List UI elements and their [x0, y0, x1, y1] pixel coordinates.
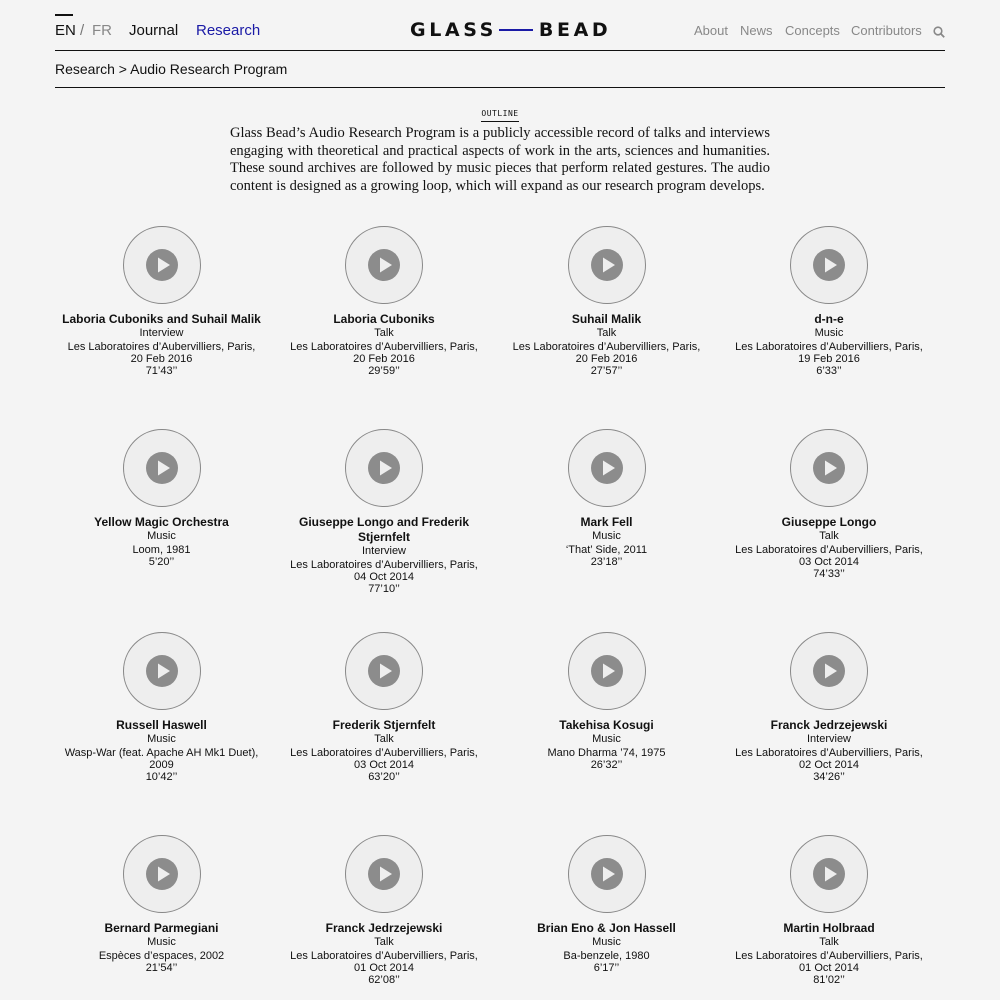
audio-item [273, 429, 496, 596]
audio-duration: 23’18’’ [590, 556, 623, 568]
audio-title[interactable]: Mark Fell [580, 515, 633, 529]
play-icon [591, 858, 623, 890]
play-icon [368, 249, 400, 281]
audio-duration: 10’42’’ [145, 771, 178, 783]
audio-venue: Les Laboratoires d’Aubervilliers, Paris, 19 Feb 2016 [735, 341, 923, 365]
logo-text-right: BEAD [538, 19, 612, 41]
nav-news-link[interactable]: News [740, 23, 773, 38]
audio-duration: 6’33’’ [816, 365, 842, 377]
audio-item [50, 835, 273, 975]
audio-duration: 71’43’’ [145, 365, 178, 377]
audio-type: Music [592, 530, 621, 542]
language-en-link[interactable]: EN [55, 22, 76, 39]
audio-type: Interview [361, 545, 407, 557]
audio-type: Talk [374, 936, 394, 948]
audio-type: Interview [806, 733, 852, 745]
audio-title[interactable]: d-n-e [814, 312, 844, 326]
audio-title[interactable]: Giuseppe Longo and Frederik Stjernfelt [298, 515, 470, 544]
search-icon[interactable] [933, 25, 945, 37]
audio-item [718, 835, 941, 987]
audio-item [495, 835, 718, 975]
audio-duration: 6’17’’ [593, 962, 620, 974]
audio-duration: 21’54’’ [145, 962, 178, 974]
audio-duration: 77’10’’ [368, 583, 400, 595]
nav-contributors-link[interactable]: Contributors [851, 23, 922, 38]
audio-venue: Les Laboratoires d’Aubervilliers, Paris, 01 Oct 2014 [290, 950, 478, 974]
play-button[interactable] [568, 632, 646, 710]
audio-type: Talk [596, 327, 617, 339]
play-icon [813, 858, 845, 890]
outline-label [0, 103, 1000, 121]
outline-label-text: OUTLINE [481, 109, 518, 122]
play-button[interactable] [568, 835, 646, 913]
audio-type: Music [592, 936, 621, 948]
audio-duration: 29’59’’ [368, 365, 400, 377]
play-button[interactable] [345, 835, 423, 913]
play-icon [368, 452, 400, 484]
play-button[interactable] [123, 429, 201, 507]
audio-item [495, 429, 718, 569]
nav-research-link[interactable]: Research [196, 22, 261, 39]
audio-venue: ‘That’ Side, 2011 [565, 544, 648, 556]
audio-venue: Les Laboratoires d’Aubervilliers, Paris, 20 Feb 2016 [290, 341, 478, 365]
audio-venue: Espèces d’espaces, 2002 [98, 950, 225, 962]
site-logo[interactable] [410, 19, 611, 41]
audio-duration: 62’08’’ [368, 974, 400, 986]
audio-type: Interview [139, 327, 184, 339]
play-button[interactable] [345, 632, 423, 710]
play-button[interactable] [790, 835, 868, 913]
audio-item [718, 226, 941, 378]
audio-item [718, 429, 941, 581]
audio-title[interactable]: Franck Jedrzejewski [325, 921, 443, 935]
audio-title[interactable]: Franck Jedrzejewski [770, 718, 888, 732]
audio-title[interactable]: Giuseppe Longo [781, 515, 877, 529]
play-icon [368, 858, 400, 890]
play-icon [368, 655, 400, 687]
logo-divider [499, 29, 533, 31]
audio-duration: 63’20’’ [368, 771, 400, 783]
audio-title[interactable]: Laboria Cuboniks and Suhail Malik [62, 312, 261, 326]
audio-venue: Les Laboratoires d’Aubervilliers, Paris, 04 Oct 2014 [290, 559, 478, 583]
play-icon [146, 655, 178, 687]
audio-title[interactable]: Bernard Parmegiani [104, 921, 219, 935]
play-button[interactable] [790, 429, 868, 507]
logo-text-left: GLASS [410, 19, 497, 41]
audio-venue: Les Laboratoires d’Aubervilliers, Paris, 20 Feb 2016 [67, 341, 256, 365]
audio-title[interactable]: Suhail Malik [571, 312, 642, 326]
audio-type: Music [814, 327, 844, 339]
audio-item [495, 632, 718, 772]
audio-duration: 74’33’’ [813, 568, 845, 580]
audio-item [273, 632, 496, 784]
audio-type: Talk [819, 936, 839, 948]
audio-venue: Wasp-War (feat. Apache AH Mk1 Duet), 2009 [64, 747, 259, 771]
language-fr-link[interactable]: FR [92, 22, 112, 39]
breadcrumb [55, 50, 945, 88]
play-button[interactable] [123, 835, 201, 913]
play-button[interactable] [345, 226, 423, 304]
audio-venue: Les Laboratoires d’Aubervilliers, Paris, 03 Oct 2014 [290, 747, 478, 771]
audio-item [50, 226, 273, 378]
nav-concepts-link[interactable]: Concepts [785, 23, 840, 38]
play-icon [813, 452, 845, 484]
audio-title[interactable]: Frederik Stjernfelt [332, 718, 436, 732]
audio-item [50, 632, 273, 784]
audio-item [50, 429, 273, 569]
audio-type: Talk [374, 327, 394, 339]
play-button[interactable] [123, 632, 201, 710]
audio-duration: 26’32’’ [590, 759, 623, 771]
audio-type: Talk [819, 530, 839, 542]
play-button[interactable] [345, 429, 423, 507]
audio-title[interactable]: Brian Eno & Jon Hassell [537, 921, 676, 935]
audio-title[interactable]: Yellow Magic Orchestra [94, 515, 229, 529]
audio-title[interactable]: Martin Holbraad [783, 921, 875, 935]
play-icon [146, 249, 178, 281]
audio-venue: Les Laboratoires d’Aubervilliers, Paris, 03 Oct 2014 [735, 544, 923, 568]
play-icon [591, 655, 623, 687]
audio-venue: Les Laboratoires d’Aubervilliers, Paris, 01 Oct 2014 [735, 950, 923, 974]
audio-type: Music [147, 530, 176, 542]
play-button[interactable] [568, 429, 646, 507]
audio-venue: Ba-benzele, 1980 [563, 950, 650, 962]
audio-item [495, 226, 718, 378]
audio-duration: 27’57’’ [590, 365, 623, 377]
audio-duration: 5’20’’ [148, 556, 175, 568]
audio-item [718, 632, 941, 784]
audio-duration: 34’26’’ [813, 771, 845, 783]
play-icon [146, 858, 178, 890]
nav-journal-link[interactable]: Journal [129, 22, 179, 39]
language-indicator [55, 14, 73, 16]
play-icon [591, 249, 623, 281]
audio-venue: Les Laboratoires d’Aubervilliers, Paris, 20 Feb 2016 [512, 341, 701, 365]
nav-about-link[interactable]: About [694, 23, 728, 38]
audio-venue: Les Laboratoires d’Aubervilliers, Paris, 02 Oct 2014 [735, 747, 923, 771]
audio-type: Talk [374, 733, 394, 745]
intro-paragraph: Glass Bead’s Audio Research Program is a publicly accessible record of talks and interviews engaging with theoretical and practical aspects of work in the arts, sciences and humanities. These sound archives are followed by music pieces that perform related gestures. The audio content is designed as a growing loop, which will expand as our research program develops. [230, 125, 770, 194]
audio-title[interactable]: Russell Haswell [116, 718, 207, 732]
play-button[interactable] [790, 632, 868, 710]
play-icon [813, 655, 845, 687]
audio-venue: Loom, 1981 [132, 544, 191, 556]
play-icon [813, 249, 845, 281]
play-icon [146, 452, 178, 484]
site-header [55, 0, 945, 51]
play-button[interactable] [790, 226, 868, 304]
audio-item [273, 226, 496, 378]
audio-venue: Mano Dharma ’74, 1975 [547, 747, 666, 759]
play-icon [591, 452, 623, 484]
play-button[interactable] [568, 226, 646, 304]
breadcrumb-text[interactable]: Research > Audio Research Program [55, 61, 288, 77]
play-button[interactable] [123, 226, 201, 304]
audio-title[interactable]: Laboria Cuboniks [333, 312, 435, 326]
audio-type: Music [147, 733, 176, 745]
audio-duration: 81’02’’ [813, 974, 845, 986]
language-separator: / [80, 22, 85, 39]
audio-type: Music [147, 936, 176, 948]
audio-item [273, 835, 496, 987]
audio-type: Music [592, 733, 621, 745]
audio-title[interactable]: Takehisa Kosugi [559, 718, 654, 732]
